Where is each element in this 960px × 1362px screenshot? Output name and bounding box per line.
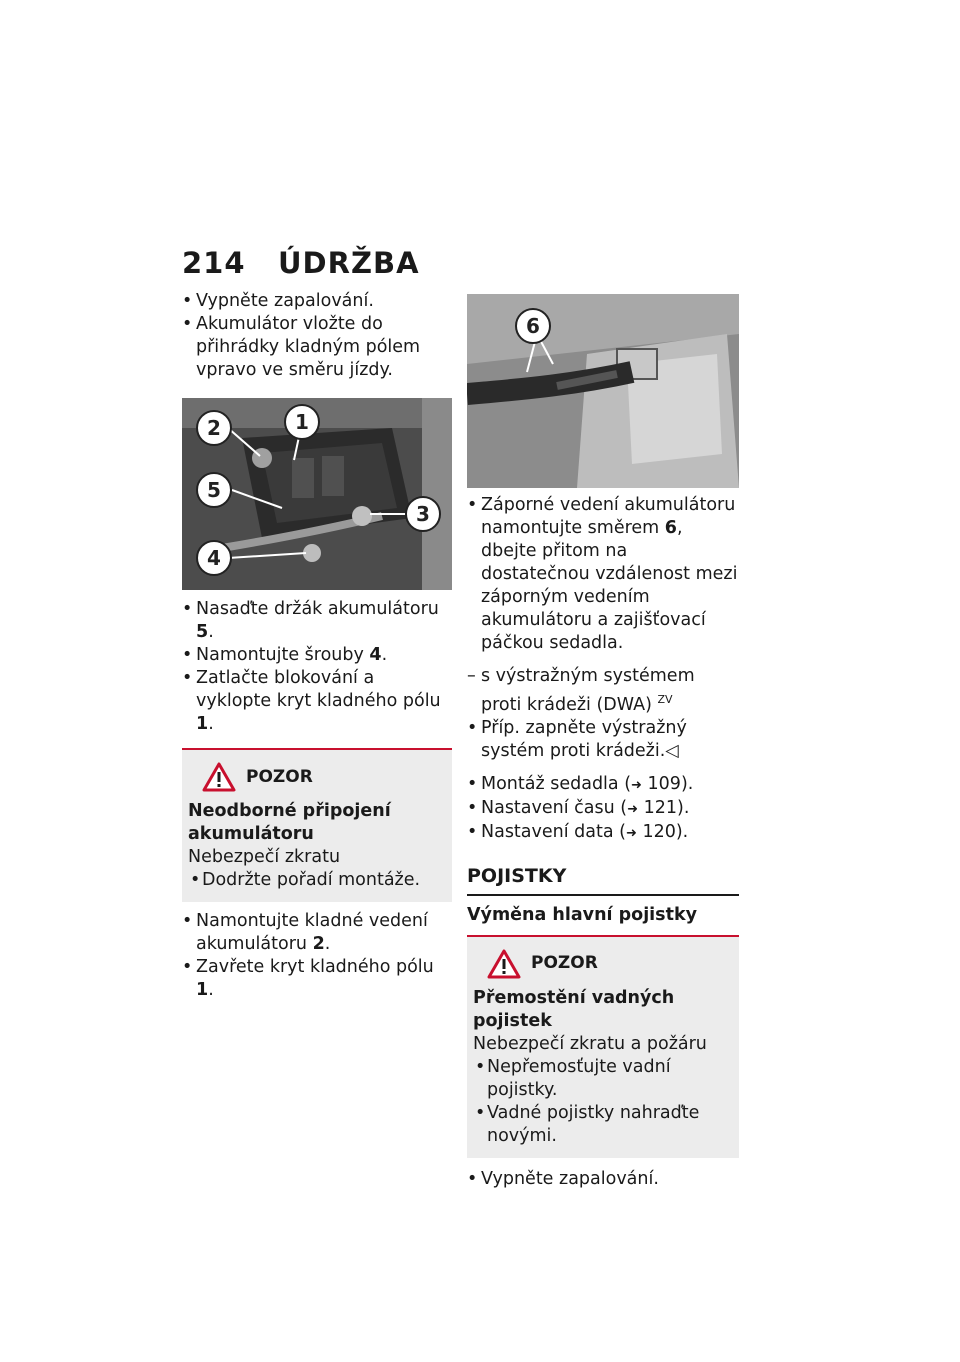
warning-text: Nebezpečí zkratu a požáru [473,1033,707,1054]
left-column [182,290,452,1002]
photo-label: 4 [207,546,221,570]
photo-label: 3 [416,502,430,526]
warning-label: POZOR [246,766,313,787]
warning-label: POZOR [531,953,598,974]
battery-photo [182,398,452,590]
arrow-right-icon: ➜ [625,825,637,841]
warning-box [182,748,452,902]
step: • Vypněte zapalování. [467,1168,739,1191]
battery-illustration [182,398,452,590]
page-header [182,246,420,280]
warning-triangle-icon [487,949,521,979]
warning-item: • Nepřemosťujte vadní pojistky. [473,1056,733,1102]
page-reference: • Nastavení času (➜ 121). [467,797,739,821]
photo-label: 5 [207,478,221,502]
warning-text: Nebezpečí zkratu [188,847,341,867]
warning-headline: Neodborné připojení akumulátoru [188,801,391,844]
page-reference: • Montáž sedadla (➜ 109). [467,773,739,797]
subsection-title: Výměna hlavní pojistky [467,904,698,925]
warning-triangle-icon [202,762,236,792]
warning-headline: Přemostění vadných pojistek [473,987,675,1031]
step: • Namontujte šrouby 4. [182,644,452,667]
chapter-title: ÚDRŽBA [278,246,420,280]
warning-item: • Vadné pojistky nahraďte novými. [473,1102,733,1148]
photo-label: 6 [526,314,540,338]
step: • Záporné vedení akumulátoru namontujte směrem 6, dbejte přitom na dostatečnou vzdálenost mezi záporným vedením akumulátoru a zajišťovací páčkou sedadla. [467,494,739,655]
step: • Vypněte zapalování. [182,290,452,313]
step: • Příp. zapněte výstražný systém proti krádeži.◁ [467,717,739,763]
section-title: POJISTKY [467,865,739,896]
negative-terminal-illustration [467,294,739,488]
right-column [467,294,739,1191]
page-number: 214 [182,246,246,280]
page-reference: • Nastavení data (➜ 120). [467,821,739,845]
arrow-right-icon: ➜ [631,777,642,793]
photo-label: 1 [295,410,309,434]
terminal-photo [467,294,739,488]
step: • Zatlačte blokování a vyklopte kryt kladného pólu 1. [182,667,452,736]
step: • Namontujte kladné vedení akumulátoru 2. [182,910,452,956]
warning-item: • Dodržte pořadí montáže. [188,869,446,892]
warning-box [467,935,739,1158]
arrow-right-icon: ➜ [627,801,639,817]
step: • Nasaďte držák akumulátoru 5. [182,598,452,644]
photo-label: 2 [207,416,221,440]
step: • Zavřete kryt kladného pólu 1. [182,956,452,1002]
condition: – s výstražným systémem proti krádeži (DWA) $^{ZV}$ [467,665,739,717]
step: • Akumulátor vložte do přihrádky kladným pólem vpravo ve směru jízdy. [182,313,452,382]
